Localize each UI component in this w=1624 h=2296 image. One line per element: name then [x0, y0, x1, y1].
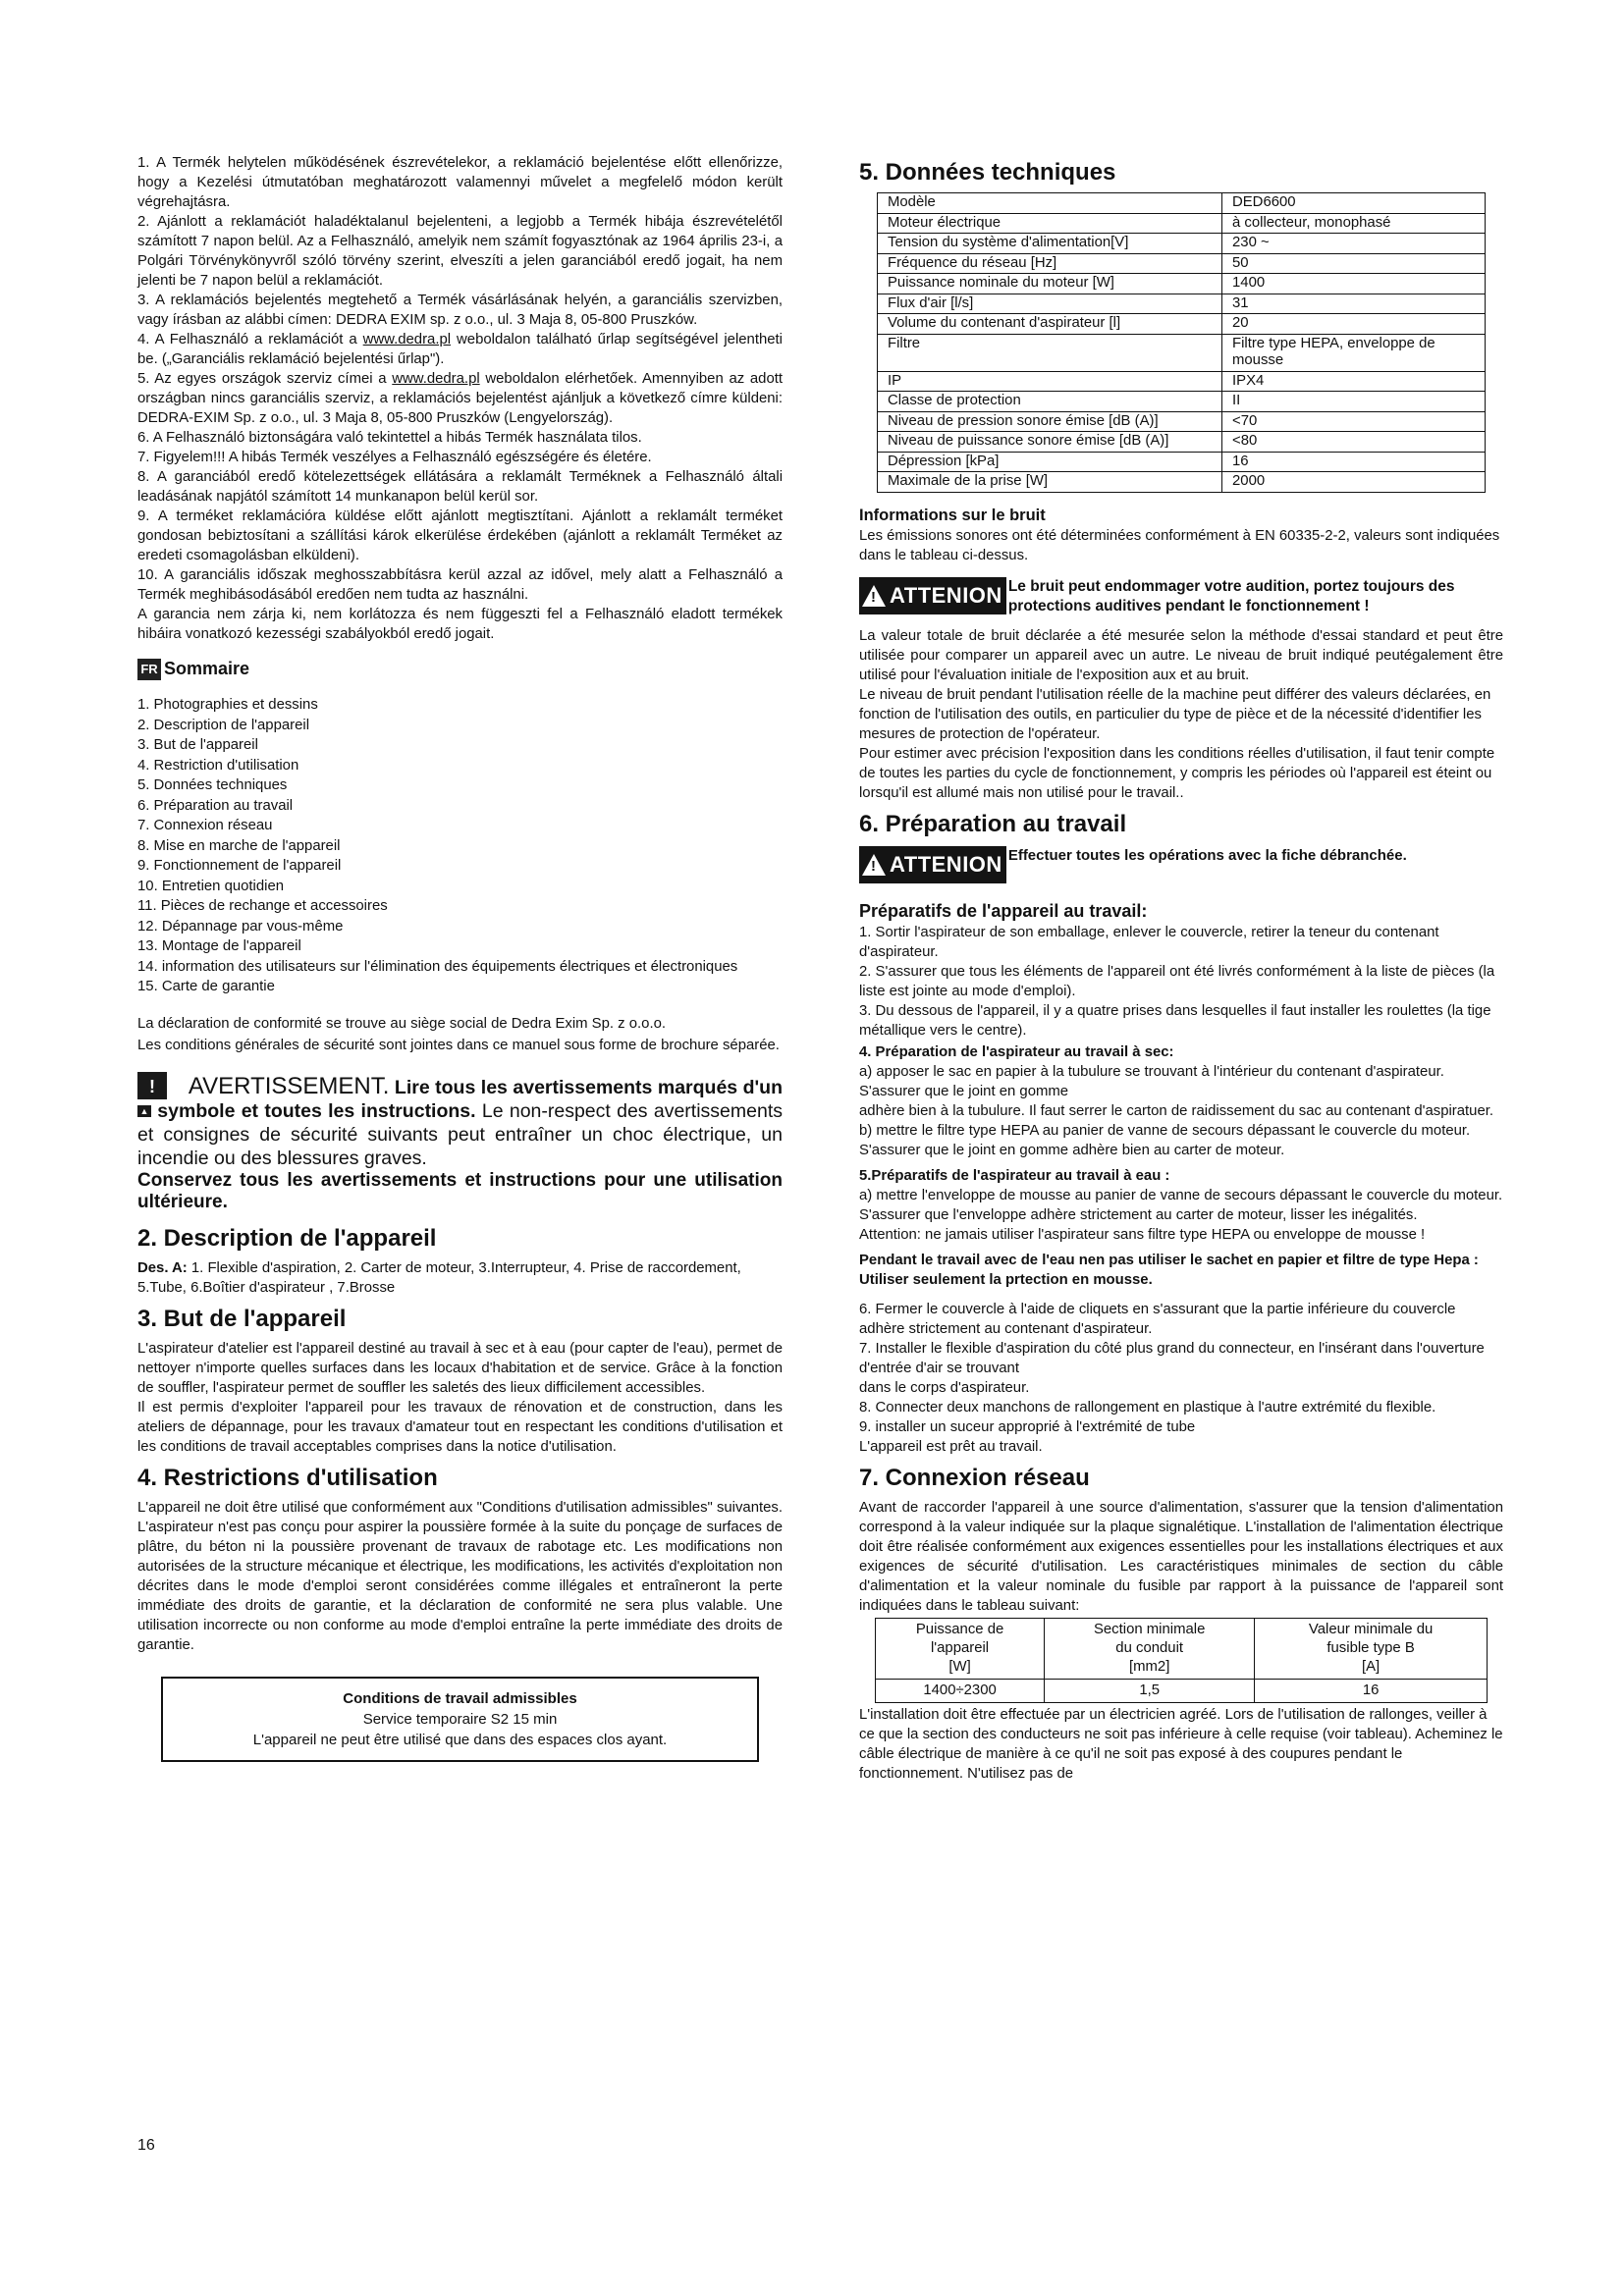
tech-table: [877, 192, 1486, 493]
network-table: [875, 1618, 1488, 1703]
sommaire-item: 10. Entretien quotidien: [137, 878, 285, 894]
tech-label-cell: Tension du système d'alimentation[V]: [878, 234, 1222, 254]
header-line: l'appareil: [930, 1639, 990, 1656]
tech-label-cell: IP: [878, 371, 1222, 392]
step-item: 8. Connecter deux manchons de rallongement en plastique à l'autre extrémité du flexible.: [859, 1399, 1436, 1415]
tech-row: [878, 294, 1486, 314]
header-line: [W]: [948, 1658, 971, 1675]
hu-paragraph: [137, 369, 783, 428]
sommaire-list: [137, 695, 783, 997]
steps-list: [859, 1300, 1503, 1457]
tech-value-cell: <80: [1222, 432, 1486, 453]
hu-paragraph: 9. A terméket reklamációra küldése előtt ajánlott megtisztítani. Ajánlott a reklamált terméket gondosan bebiztosítani a szállítási károk elkerülése érdekében (ajánlott a reklamált Terméket az eredeti csomagolásban elküldeni).: [137, 508, 783, 563]
avertissement-bold: symbole et toutes les instructions.: [151, 1099, 476, 1122]
warning-icon: !: [137, 1072, 167, 1099]
tech-row: [878, 411, 1486, 432]
avertissement-block: [137, 1072, 783, 1170]
step-item: L'appareil est prêt au travail.: [859, 1438, 1043, 1455]
network-header-cell: [876, 1618, 1045, 1679]
dry-item: a) apposer le sac en papier à la tubulure se trouvant à l'intérieur du contenant d'aspirateur. S'assurer que le joint en gomme: [859, 1063, 1444, 1099]
hu-warranty-text: [137, 153, 783, 644]
sommaire-heading: [137, 656, 783, 681]
warning-triangle-icon: !: [862, 585, 886, 607]
sommaire-item: 11. Pièces de rechange et accessoires: [137, 898, 388, 914]
tech-label-cell: Filtre: [878, 334, 1222, 371]
noise-paragraph: Pour estimer avec précision l'exposition dans les conditions réelles d'utilisation, il faut tenir compte de toutes les parties du cycle de fonctionnement, y compris les périodes où l'appareil est éteint ou lorsqu'il est allumé mais non utilisé pour le travail..: [859, 745, 1495, 801]
tech-value-cell: 20: [1222, 314, 1486, 335]
sommaire-item: 5. Données techniques: [137, 777, 288, 793]
tech-value-cell: 1400: [1222, 274, 1486, 294]
hu-paragraph: A garancia nem zárja ki, nem korlátozza és nem függeszti fel a Felhasználó eladott termékek hibáira vonatkozó kezességi szabályokból eredő jogait.: [137, 607, 783, 642]
header-line: [A]: [1361, 1658, 1380, 1675]
left-column: [137, 153, 783, 1762]
fr-flag-icon: FR: [137, 659, 161, 680]
attention-noise: [859, 577, 1503, 616]
header-line: du conduit: [1115, 1639, 1184, 1656]
sommaire-item: 2. Description de l'appareil: [137, 717, 310, 733]
prep-item: 2. S'assurer que tous les éléments de l'appareil ont été livrés conformément à la liste de pièces (la liste est jointe au mode d'emploi).: [859, 963, 1495, 999]
network-cell: 1,5: [1045, 1679, 1255, 1702]
section-4-text: L'appareil ne doit être utilisé que conformément aux "Conditions d'utilisation admissibles" suivantes. L'aspirateur n'est pas conçu pour aspirer la poussière formée à la suite du ponçage de surfaces de plâtre, du béton ni la poussière provenant de travaux de rabotage etc. Les modifications non autorisées de la structure mécanique et électrique, les modifications, les activités d'exploitation non décrites dans le mode d'emploi seront considérées comme illégales et entraîneront la perte immédiate des droits de garantie, et la déclaration de conformité ne sera plus valable. Une utilisation incorrecte ou non conforme au mode d'emploi entraîne la perte immédiate des droits de garantie.: [137, 1499, 783, 1653]
avertissement-keep: Conservez tous les avertissements et instructions pour une utilisation ultérieure.: [137, 1169, 783, 1212]
sommaire-title: Sommaire: [164, 659, 250, 678]
prep-item: 1. Sortir l'aspirateur de son emballage, enlever le couvercle, retirer la teneur du contenant d'aspirateur.: [859, 924, 1439, 960]
network-header-cell: [1255, 1618, 1488, 1679]
header-line: fusible type B: [1326, 1639, 1415, 1656]
attention-badge: [859, 846, 1006, 883]
section-2-title: 2. Description de l'appareil: [137, 1224, 437, 1252]
attention-badge: [859, 577, 1006, 614]
step-item: 6. Fermer le couvercle à l'aide de cliquets en s'assurant que la partie inférieure du couvercle adhère strictement au contenant d'aspirateur.: [859, 1301, 1456, 1337]
attention-unplug-text: Effectuer toutes les opérations avec la fiche débranchée.: [1007, 846, 1407, 864]
network-cell: 16: [1255, 1679, 1488, 1702]
header-line: Puissance de: [915, 1621, 1004, 1637]
right-column: [859, 153, 1503, 1784]
tech-row: [878, 274, 1486, 294]
conditions-line: L'appareil ne peut être utilisé que dans des espaces clos ayant.: [252, 1731, 668, 1748]
hu-paragraph: 6. A Felhasználó biztonságára való tekintettel a hibás Termék használata tilos.: [137, 430, 642, 446]
prep-item: 3. Du dessous de l'appareil, il y a quatre prises dans lesquelles il faut installer les roulettes (la tige métallique vers le centre).: [859, 1002, 1491, 1039]
header-line: Section minimale: [1093, 1621, 1206, 1637]
section-6-title: 6. Préparation au travail: [859, 810, 1127, 837]
hu-text: weboldalon található űrlap segítségével jelentheti be. („Garanciális reklamáció bejelentési űrlap").: [137, 332, 783, 367]
section-4-title: 4. Restrictions d'utilisation: [137, 1464, 438, 1491]
tech-row: [878, 334, 1486, 371]
tech-row: [878, 213, 1486, 234]
tech-value-cell: IPX4: [1222, 371, 1486, 392]
avertissement-text: Le non-respect des avertissements et consignes de sécurité suivants peut entraîner un choc électrique, un incendie ou des blessures graves.: [137, 1099, 783, 1169]
des-a-label: Des. A:: [137, 1259, 188, 1276]
avertissement-title: AVERTISSEMENT.: [188, 1072, 390, 1099]
tech-value-cell: 16: [1222, 452, 1486, 472]
hu-text: 5. Az egyes országok szerviz címei a: [137, 371, 393, 387]
tech-value-cell: 2000: [1222, 472, 1486, 493]
tech-label-cell: Fréquence du réseau [Hz]: [878, 253, 1222, 274]
sommaire-item: 6. Préparation au travail: [137, 797, 294, 814]
tech-value-cell: à collecteur, monophasé: [1222, 213, 1486, 234]
sommaire-item: 13. Montage de l'appareil: [137, 938, 301, 954]
step-item: 9. installer un suceur approprié à l'extrémité de tube: [859, 1418, 1196, 1435]
tech-label-cell: Moteur électrique: [878, 213, 1222, 234]
tech-row: [878, 371, 1486, 392]
prep-title: Préparatifs de l'appareil au travail:: [859, 900, 1148, 921]
section-7-text: Avant de raccorder l'appareil à une source d'alimentation, s'assurer que la tension d'alimentation correspond à la valeur indiquée sur la plaque signalétique. L'installation de l'alimentation électrique doit être réalisée conformément aux exigences essentielles pour les installations électriques et aux exigences de sécurité d'utilisation. Les caractéristiques minimales de section du câble d'alimentation et la valeur nominale du fusible par rapport à la puissance de l'appareil sont indiquées dans le tableau suivant:: [859, 1499, 1503, 1614]
sommaire-item: 3. But de l'appareil: [137, 737, 258, 753]
wet-item: Attention: ne jamais utiliser l'aspirateur sans filtre type HEPA ou enveloppe de mousse !: [859, 1226, 1426, 1243]
tech-label-cell: Flux d'air [l/s]: [878, 294, 1222, 314]
step-item: dans le corps d'aspirateur.: [859, 1379, 1030, 1396]
tech-row: [878, 392, 1486, 412]
tech-row: [878, 432, 1486, 453]
hu-paragraph: 8. A garanciából eredő kötelezettségek ellátására a reklamált Terméknek a Felhasználó általi leadásának napjától számított 14 munkanapon belül kerül sor.: [137, 469, 783, 505]
dry-title: 4. Préparation de l'aspirateur au travail à sec:: [859, 1043, 1174, 1060]
noise-paragraph: Le niveau de bruit pendant l'utilisation réelle de la machine peut différer des valeurs déclarées, en fonction de l'utilisation des outils, en particulier du type de pièce et de la nécessité d'identifier les mesures de protection de l'opérateur.: [859, 686, 1491, 742]
tech-label-cell: Maximale de la prise [W]: [878, 472, 1222, 493]
network-header-cell: [1045, 1618, 1255, 1679]
attention-label: ATTENION: [890, 851, 1002, 877]
dry-item: adhère bien à la tubulure. Il faut serrer le carton de raidissement du sac au contenant d'aspiratuer.: [859, 1102, 1494, 1119]
tech-row: [878, 314, 1486, 335]
attention-noise-text: Le bruit peut endommager votre audition, portez toujours des protections auditives pendant le fonctionnement !: [1007, 577, 1455, 614]
dedra-link[interactable]: www.dedra.pl: [392, 371, 480, 387]
tech-value-cell: <70: [1222, 411, 1486, 432]
section-2-text: [137, 1258, 783, 1298]
wet-bold: Pendant le travail avec de l'eau nen pas utiliser le sachet en papier et filtre de type Hepa : Utiliser seulement la prtection en mousse.: [859, 1252, 1479, 1288]
section-7-title: 7. Connexion réseau: [859, 1464, 1090, 1491]
safety-booklet-text: Les conditions générales de sécurité sont jointes dans ce manuel sous forme de brochure séparée.: [137, 1037, 780, 1053]
noise-paragraph: La valeur totale de bruit déclarée a été mesurée selon la méthode d'essai standard et peut être utilisée pour comparer un appareil avec un autre. Le niveau de bruit indiqué peutégalement être utilisé pour l'évaluation initiale de l'exposition aux et au bruit.: [859, 627, 1503, 683]
section-3-paragraph: Il est permis d'exploiter l'appareil pour les travaux de rénovation et de construction, dans les ateliers de dépannage, pour les travaux d'amateur tout en respectant les conditions d'utilisation et les conditions de travail acceptables comprises dans la notice d'utilisation.: [137, 1399, 783, 1455]
conditions-box: [161, 1677, 759, 1762]
tech-row: [878, 452, 1486, 472]
network-data-row: [876, 1679, 1488, 1702]
header-line: Valeur minimale du: [1308, 1621, 1434, 1637]
tech-label-cell: Niveau de puissance sonore émise [dB (A)]: [878, 432, 1222, 453]
network-cell: 1400÷2300: [876, 1679, 1045, 1702]
sommaire-item: 4. Restriction d'utilisation: [137, 757, 299, 774]
tech-row: [878, 234, 1486, 254]
hu-text: weboldalon elérhetőek. Amennyiben az adott országban nincs garanciális szerviz, a reklamációs bejelentést ajánljuk a következő címre küldeni: DEDRA-EXIM Sp. z o.o., ul. 3 Maja 8, 05-800 Pruszków (Lengyelország).: [137, 371, 783, 426]
hu-paragraph: [137, 330, 783, 369]
tech-value-cell: 230 ~: [1222, 234, 1486, 254]
dry-item: b) mettre le filtre type HEPA au panier de vanne de secours dépassant le couvercle du moteur. S'assurer que le joint en gomme adhère bien au carter de moteur.: [859, 1122, 1471, 1158]
tech-row: [878, 193, 1486, 214]
conditions-title: Conditions de travail admissibles: [343, 1689, 577, 1707]
tech-label-cell: Modèle: [878, 193, 1222, 214]
sommaire-item: 9. Fonctionnement de l'appareil: [137, 858, 342, 874]
step-item: 7. Installer le flexible d'aspiration du côté plus grand du connecteur, en l'insérant dans l'ouverture d'entrée d'air se trouvant: [859, 1340, 1485, 1376]
hu-paragraph: 7. Figyelem!!! A hibás Termék veszélyes a Felhasználó egészségére és életére.: [137, 450, 652, 465]
warning-triangle-icon: !: [862, 854, 886, 876]
section-7-after: L'installation doit être effectuée par un électricien agréé. Lors de l'utilisation de rallonges, veiller à ce que la section des conducteurs ne soit pas inférieure à celle requise (voir tableau). Acheminez le câble électrique de manière à ce qu'il ne soit pas exposé à des coupures pendant le fonctionnement. N'utilisez pas de: [859, 1706, 1503, 1782]
des-a-text: 1. Flexible d'aspiration, 2. Carter de moteur, 3.Interrupteur, 4. Prise de raccordement, 5.Tube, 6.Boîtier d'aspirateur , 7.Brosse: [137, 1259, 741, 1296]
section-5-title: 5. Données techniques: [859, 159, 1116, 186]
attention-label: ATTENION: [890, 582, 1002, 608]
wet-item: a) mettre l'enveloppe de mousse au panier de vanne de secours dépassant le couvercle du moteur. S'assurer que l'enveloppe adhère strictement au carter de moteur, lisser les inégalités.: [859, 1187, 1503, 1223]
sommaire-item: 12. Dépannage par vous-même: [137, 918, 344, 934]
noise-text: Les émissions sonores ont été déterminées conformément à EN 60335-2-2, valeurs sont indiquées dans le tableau ci-dessus.: [859, 527, 1500, 563]
hu-paragraph: 3. A reklamációs bejelentés megtehető a Termék vásárlásának helyén, a garanciális szervizben, vagy írásban az alábbi címen: DEDRA EXIM sp. z o.o., ul. 3 Maja 8, 05-800 Pruszków.: [137, 293, 783, 328]
hu-text: 4. A Felhasználó a reklamációt a: [137, 332, 363, 347]
tech-value-cell: Filtre type HEPA, enveloppe de mousse: [1222, 334, 1486, 371]
tech-value-cell: II: [1222, 392, 1486, 412]
tech-label-cell: Niveau de pression sonore émise [dB (A)]: [878, 411, 1222, 432]
sommaire-item: 14. information des utilisateurs sur l'élimination des équipements électriques et électroniques: [137, 958, 738, 975]
dedra-link[interactable]: www.dedra.pl: [362, 332, 452, 347]
sommaire-item: 1. Photographies et dessins: [137, 697, 318, 713]
header-line: [mm2]: [1128, 1658, 1170, 1675]
tech-value-cell: 50: [1222, 253, 1486, 274]
tech-value-cell: DED6600: [1222, 193, 1486, 214]
section-3-paragraph: L'aspirateur d'atelier est l'appareil destiné au travail à sec et à eau (pour capter de l'eau), permet de nettoyer n'importe quelles surfaces dans les locaux d'habitation et de service. Grâce à la fonction de souffler, l'aspirateur permet de souffler les saletés des lieux difficilement accessibles.: [137, 1340, 783, 1396]
page-number: 16: [137, 2137, 155, 2154]
tech-row: [878, 472, 1486, 493]
sommaire-item: 15. Carte de garantie: [137, 979, 275, 994]
hu-paragraph: 10. A garanciális időszak meghosszabbításra kerül azzal az idővel, mely alatt a Felhasználó a Termék meghibásodásából eredően nem tudta az használni.: [137, 567, 783, 603]
avertissement-bold: Lire tous les avertissements marqués d'un: [389, 1076, 783, 1098]
hu-paragraph: 2. Ajánlott a reklamációt haladéktalanul bejelenteni, a legjobb a Termék hibája észrevételétől számított 7 napon belül. Az a Felhasználó, amelyik nem számít fogyasztónak az 1964 április 23-i, a Polgári Törvénykönyvről szóló törvény szerint, elveszíti a jelen garanciából eredő jogait, ha nem jelenti be 7 napon belül a reklamációt.: [137, 214, 783, 289]
hu-paragraph: 1. A Termék helytelen működésének észrevételekor, a reklamáció bejelentése előtt ellenőrizze, hogy a Kezelési útmutatóban meghatározott valamennyi művelet a megfelelő módon került végrehajtásra.: [137, 155, 783, 210]
conditions-line: Service temporaire S2 15 min: [362, 1710, 558, 1728]
sommaire-item: 8. Mise en marche de l'appareil: [137, 837, 341, 854]
warning-symbol-icon: ▲: [137, 1105, 151, 1117]
tech-row: [878, 253, 1486, 274]
sommaire-item: 7. Connexion réseau: [137, 818, 273, 833]
attention-unplug: [859, 846, 1503, 883]
conformity-text: La déclaration de conformité se trouve au siège social de Dedra Exim Sp. z o.o.o.: [137, 1015, 667, 1032]
section-3-title: 3. But de l'appareil: [137, 1305, 347, 1332]
wet-title: 5.Préparatifs de l'aspirateur au travail à eau :: [859, 1167, 1170, 1184]
tech-label-cell: Volume du contenant d'aspirateur [l]: [878, 314, 1222, 335]
network-header-row: [876, 1618, 1488, 1679]
tech-label-cell: Puissance nominale du moteur [W]: [878, 274, 1222, 294]
tech-label-cell: Dépression [kPa]: [878, 452, 1222, 472]
tech-value-cell: 31: [1222, 294, 1486, 314]
tech-label-cell: Classe de protection: [878, 392, 1222, 412]
noise-title: Informations sur le bruit: [859, 506, 1046, 524]
